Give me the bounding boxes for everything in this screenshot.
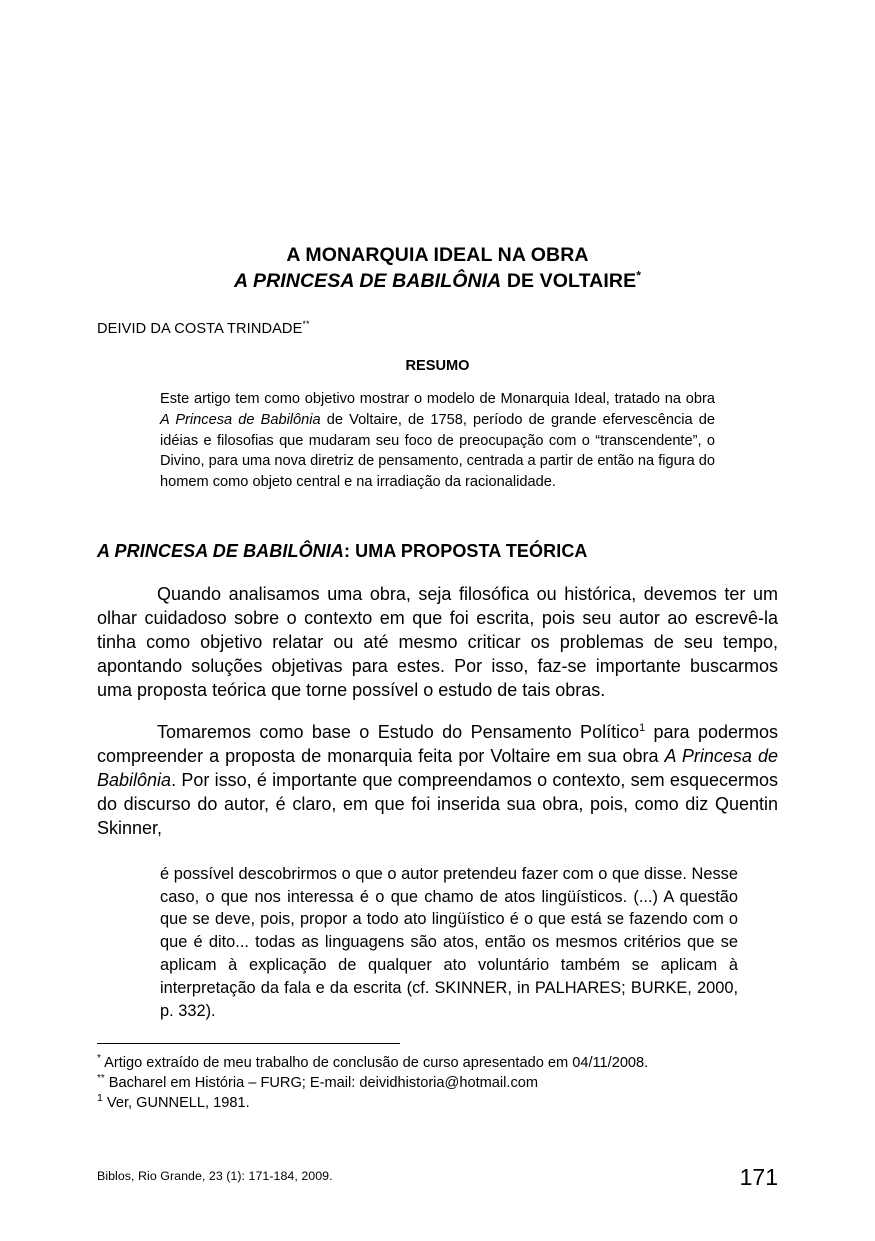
abstract-block (160, 358, 715, 492)
page-footer (97, 1160, 778, 1190)
title-line-1: A MONARQUIA IDEAL NA OBRA (286, 244, 589, 266)
footnotes-section (97, 1043, 778, 1113)
footnote-separator-rule (97, 1043, 400, 1044)
body-work-name: A Princesa de Babilônia (97, 745, 778, 790)
footnote-marker-asterisk: * (97, 1053, 101, 1065)
title-line-2 (97, 269, 778, 295)
abstract-work-name: A Princesa de Babilônia (160, 411, 321, 428)
body-paragraph-2 (97, 720, 778, 840)
footnote-item-1 (97, 1093, 778, 1113)
abstract-text (160, 389, 715, 493)
page-content (97, 0, 778, 1039)
page-number: 171 (739, 1164, 778, 1190)
footnote-text-double-asterisk: Bacharel em História – FURG; E-mail: deividhistoria@hotmail.com (104, 1075, 539, 1092)
body-paragraph-2-part-3: . Por isso, é importante que compreendamos o contexto, sem esquecermos do discurso do autor, é claro, em que foi inserida sua obra, pois, como diz Quentin Skinner, (97, 769, 778, 838)
abstract-heading: RESUMO (405, 358, 470, 375)
title-work-name: A PRINCESA DE BABILÔNIA (233, 269, 502, 292)
footnote-marker-1: 1 (97, 1092, 103, 1105)
footnote-text-asterisk: Artigo extraído de meu trabalho de conclusão de curso apresentado em 04/11/2008. (100, 1055, 649, 1071)
footnote-text-1: Ver, GUNNELL, 1981. (102, 1095, 250, 1112)
section-heading-work-name: A PRINCESA DE BABILÔNIA (97, 540, 344, 561)
section-heading-rest: : UMA PROPOSTA TEÓRICA (343, 540, 588, 561)
body-footnote-marker-1: 1 (639, 721, 646, 734)
title-line-2-rest: DE VOLTAIRE (501, 269, 637, 292)
block-quote: é possível descobrirmos o que o autor pretendeu fazer com o que disse. Nesse caso, o que nos interessa é o que chamo de atos lingüísticos. (...) A questão que se deve, pois, propor a todo ato lingüístico é o que está se fazendo com o que é dito... todas as linguagens são atos, então os mesmos critérios que se aplicam à explicação de qualquer ato voluntário também se aplicam à interpretação da fala e da escrita (cf. SKINNER, in PALHARES; BURKE, 2000, p. 332). (160, 864, 738, 1020)
section-heading (97, 541, 778, 562)
footnote-marker-double-asterisk: ** (97, 1073, 105, 1085)
title-footnote-marker: * (636, 268, 641, 283)
abstract-part-2: de Voltaire, de 1758, período de grande efervescência de idéias e filosofias que mudaram seu foco de preocupação com o “transcendente”, o Divino, para uma nova diretriz de pensamento, centrada a partir de então na figura do homem como objeto central e na irradiação da racionalidade. (160, 411, 715, 490)
journal-citation: Biblos, Rio Grande, 23 (1): 171-184, 2009. (97, 1169, 333, 1183)
abstract-part-1: Este artigo tem como objetivo mostrar o modelo de Monarquia Ideal, tratado na obra (160, 391, 715, 408)
author-name: DEIVID DA COSTA TRINDADE (97, 321, 303, 338)
author-line (97, 321, 778, 337)
author-footnote-marker: ** (302, 319, 310, 330)
body-paragraph-2-part-2: para podermos compreender a proposta de monarquia feita por Voltaire em sua obra (97, 721, 778, 766)
page-title (97, 243, 778, 294)
footnote-item-asterisk (97, 1053, 778, 1073)
footnote-item-double-asterisk (97, 1073, 778, 1093)
body-paragraph-2-part-1: Tomaremos como base o Estudo do Pensamento Político (157, 721, 640, 742)
body-paragraph-1: Quando analisamos uma obra, seja filosófica ou histórica, devemos ter um olhar cuidadoso sobre o contexto em que foi escrita, pois seu autor ao escrevê-la tinha como objetivo relatar ou até mesmo criticar os problemas de seu tempo, apontando soluções objetivas para estes. Por isso, faz-se importante buscarmos uma proposta teórica que torne possível o estudo de tais obras. (97, 583, 778, 700)
